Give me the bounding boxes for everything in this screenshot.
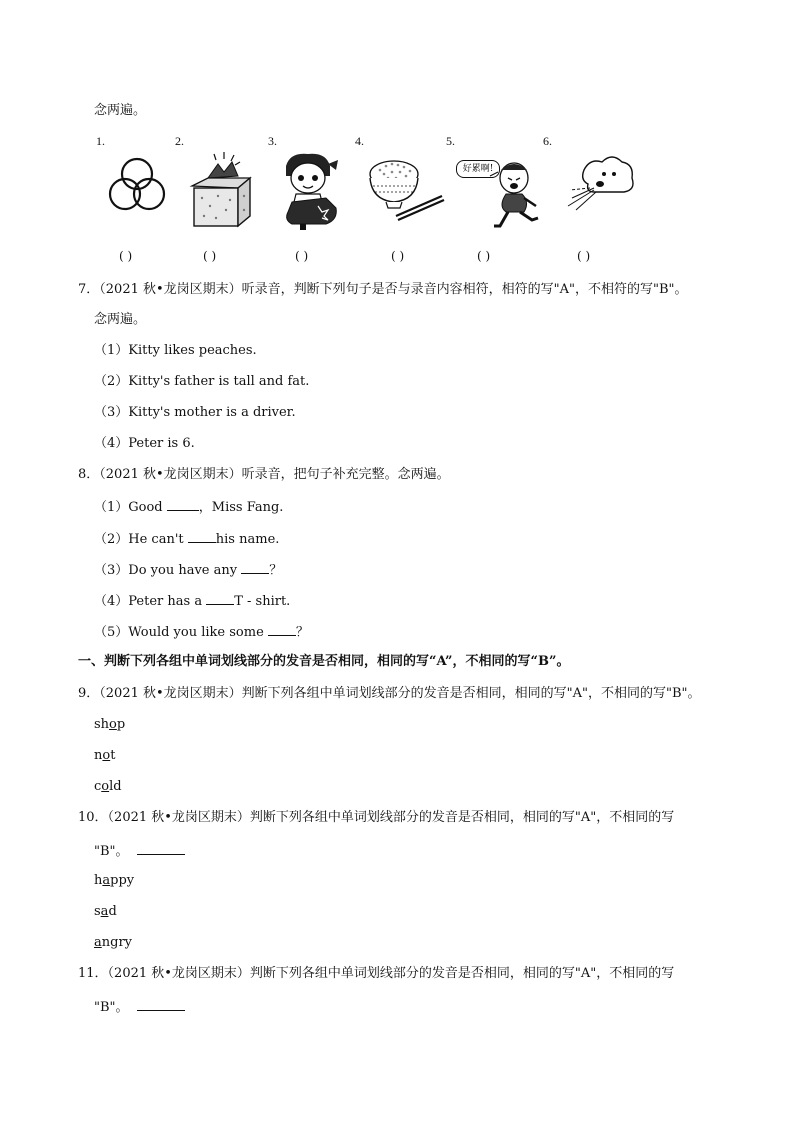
q9-title: 9．（2021 秋•龙岗区期末）判断下列各组中单词划线部分的发音是否相同，相同的写"A"，不相同的写"B"。	[78, 686, 701, 701]
word-part: ngry	[101, 935, 133, 950]
word-part: ld	[109, 779, 122, 794]
underlined-letters: o	[101, 779, 110, 794]
answer-paren-3[interactable]: ( )	[295, 249, 309, 263]
answer-paren-6[interactable]: ( )	[577, 249, 591, 263]
q10-word-2	[94, 904, 117, 920]
answer-blank-11[interactable]	[137, 998, 185, 1011]
q8-item-2	[94, 530, 279, 548]
fill-blank-4[interactable]	[206, 592, 234, 605]
q8-item-4-after: T - shirt.	[234, 594, 291, 609]
q7-item-4: （4）Peter is 6.	[94, 436, 195, 451]
answer-paren-4[interactable]: ( )	[391, 249, 405, 263]
q8-item-3	[94, 561, 282, 579]
rice-bowl-chopsticks-icon	[366, 150, 446, 226]
word-part: p	[116, 717, 126, 732]
q9-word-3	[94, 779, 122, 795]
underlined-letters: o	[102, 748, 111, 763]
q8-item-3-before: （3）Do you have any	[94, 563, 242, 578]
q8-item-1	[94, 498, 283, 516]
fill-blank-5[interactable]	[268, 623, 296, 636]
q11-title-cont-text: "B"。	[94, 1000, 129, 1015]
picture-number-2: 2.	[175, 134, 184, 148]
q8-item-5	[94, 623, 309, 641]
q10-word-1	[94, 873, 134, 889]
three-rings-icon	[106, 150, 168, 220]
fill-blank-2[interactable]	[188, 530, 216, 543]
answer-blank-10[interactable]	[137, 842, 185, 855]
speech-bubble: 好累啊!	[456, 160, 500, 178]
q7-subtitle: 念两遍。	[94, 312, 147, 327]
q8-title: 8．（2021 秋•龙岗区期末）听录音，把句子补充完整。念两遍。	[78, 467, 450, 482]
q7-item-3: （3）Kitty's mother is a driver.	[94, 405, 296, 420]
q9-word-1	[94, 717, 125, 733]
word-part: t	[110, 748, 116, 763]
q8-item-2-after: his name.	[215, 532, 280, 547]
q8-item-1-after: ，Miss Fang.	[198, 500, 284, 515]
q10-title-cont	[94, 842, 185, 860]
picture-number-5: 5.	[446, 134, 455, 148]
picture-number-3: 3.	[268, 134, 277, 148]
q8-item-2-before: （2）He can't	[94, 532, 188, 547]
tired-boy-icon	[488, 150, 546, 232]
q11-title: 11．（2021 秋•龙岗区期末）判断下列各组中单词划线部分的发音是否相同，相同的写"A"，不相同的写	[78, 966, 675, 981]
q8-item-3-after: ？	[269, 563, 283, 578]
section-heading: 一、判断下列各组中单词划线部分的发音是否相同，相同的写“A”，不相同的写“B”。	[78, 654, 570, 669]
q9-word-2	[94, 748, 115, 764]
q10-title-cont-text: "B"。	[94, 844, 129, 859]
picture-number-1: 1.	[96, 134, 105, 148]
q8-item-4-before: （4）Peter has a	[94, 594, 207, 609]
answer-paren-2[interactable]: ( )	[203, 249, 217, 263]
picture-number-6: 6.	[543, 134, 552, 148]
underlined-letters: a	[100, 904, 109, 919]
underlined-letters: o	[109, 717, 117, 732]
word-part: d	[108, 904, 117, 919]
intro-tail-text: 念两遍。	[94, 103, 147, 118]
q8-item-1-before: （1）Good	[94, 500, 167, 515]
q10-word-3	[94, 935, 132, 951]
fill-blank-3[interactable]	[241, 561, 269, 574]
q8-item-5-before: （5）Would you like some	[94, 625, 268, 640]
cloud-wind-icon	[566, 150, 638, 214]
girl-with-stocking-icon	[278, 150, 340, 232]
q7-title: 7．（2021 秋•龙岗区期末）听录音，判断下列句子是否与录音内容相符，相符的写"A"，不相符的写"B"。	[78, 282, 688, 297]
q7-item-2: （2）Kitty's father is tall and fat.	[94, 374, 310, 389]
fill-blank-1[interactable]	[167, 498, 199, 511]
answer-paren-5[interactable]: ( )	[477, 249, 491, 263]
word-part: c	[94, 779, 102, 794]
q11-title-cont	[94, 998, 185, 1016]
word-part: s	[94, 904, 101, 919]
picture-number-4: 4.	[355, 134, 364, 148]
word-part: n	[94, 748, 103, 763]
q7-item-1: （1）Kitty likes peaches.	[94, 343, 257, 358]
q8-item-4	[94, 592, 290, 610]
underlined-letters: a	[102, 873, 111, 888]
answer-paren-1[interactable]: ( )	[119, 249, 133, 263]
word-part: ppy	[110, 873, 135, 888]
q10-title: 10．（2021 秋•龙岗区期末）判断下列各组中单词划线部分的发音是否相同，相同的写"A"，不相同的写	[78, 810, 675, 825]
underlined-letters: a	[94, 935, 102, 950]
word-part: sh	[94, 717, 110, 732]
word-part: h	[94, 873, 103, 888]
q8-item-5-after: ？	[295, 625, 309, 640]
gift-box-icon	[188, 150, 256, 232]
